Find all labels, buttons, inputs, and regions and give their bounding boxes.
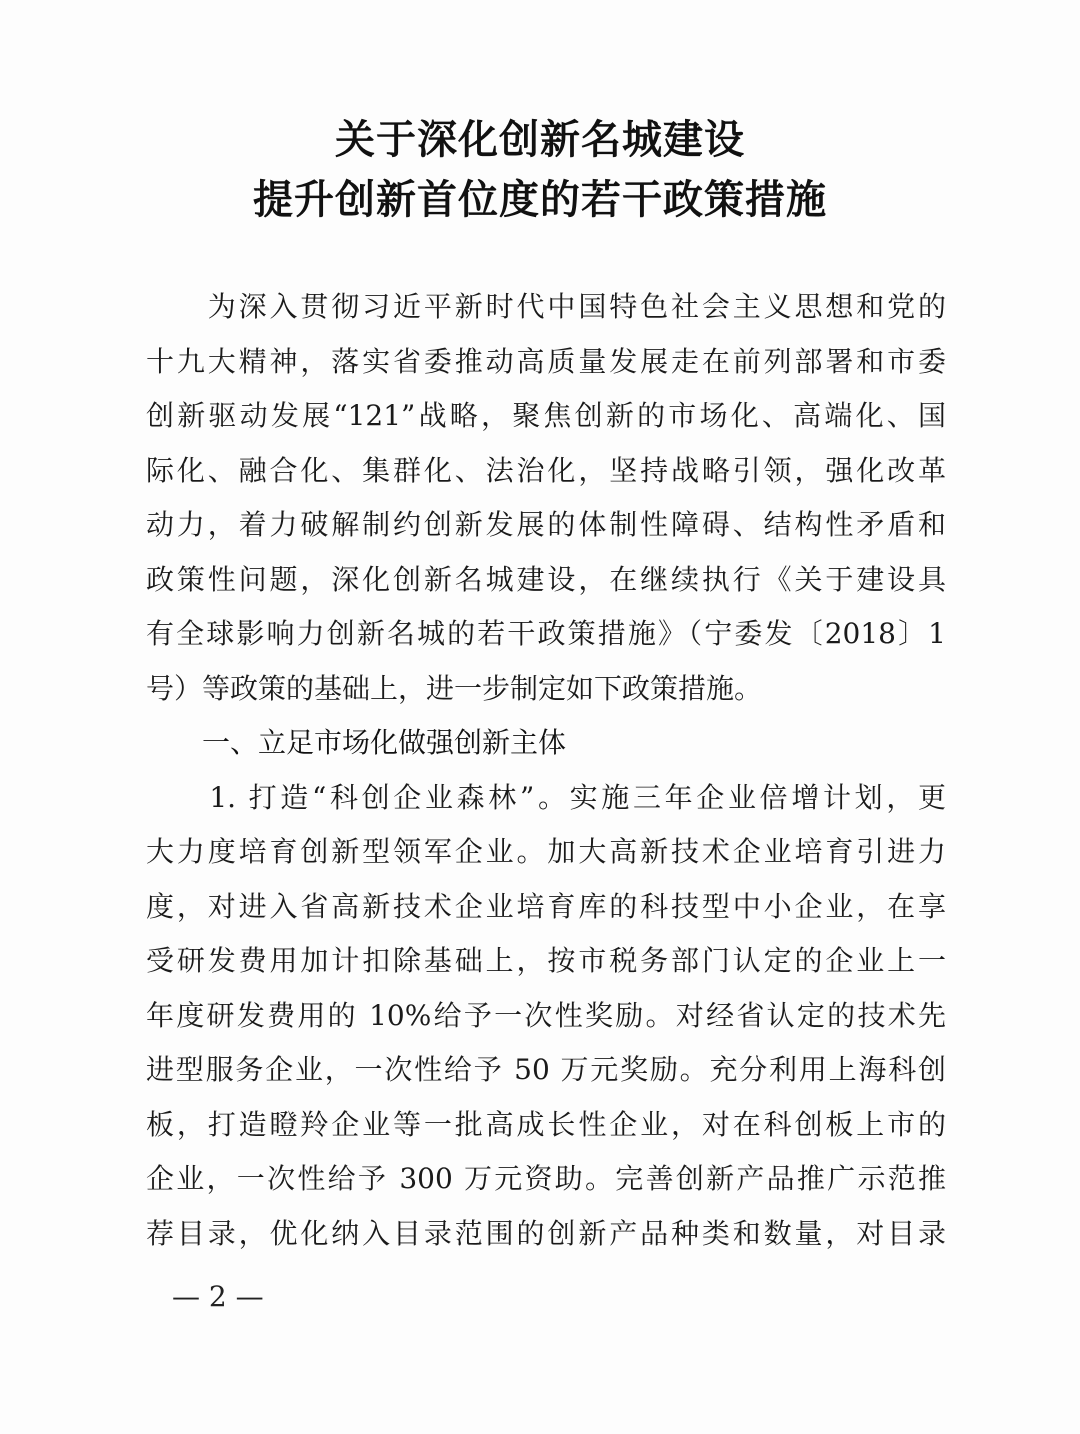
text-line: 板，打造瞪羚企业等一批高成长性企业，对在科创板上市的 [146, 1107, 946, 1141]
text-line: 大力度培育创新型领军企业。加大高新技术企业培育引进力 [146, 835, 946, 868]
document-body [146, 280, 946, 1261]
text-line: 号）等政策的基础上，进一步制定如下政策措施。 [146, 671, 763, 705]
text-line: 受研发费用加计扣除基础上，按市税务部门认定的企业上一 [146, 944, 946, 977]
section-heading: 一、立足市场化做强创新主体 [202, 726, 567, 759]
text-line: 十九大精神，落实省委推动高质量发展走在前列部署和市委 [146, 344, 946, 378]
text-line: 创新驱动发展“121”战略，聚焦创新的市场化、高端化、国 [146, 399, 946, 432]
text-line: 进型服务企业，一次性给予 50 万元奖励。充分利用上海科创 [146, 1053, 946, 1086]
item-1-paragraph [146, 771, 946, 1262]
text-line: 企业，一次性给予 300 万元资助。完善创新产品推广示范推 [146, 1162, 946, 1195]
text-line: 政策性问题，深化创新名城建设，在继续执行《关于建设具 [146, 562, 946, 596]
text-line: 动力，着力破解制约创新发展的体制性障碍、结构性矛盾和 [146, 508, 946, 541]
document-title-line-2: 提升创新首位度的若干政策措施 [253, 177, 827, 223]
intro-paragraph [146, 280, 946, 716]
text-line: 荐目录，优化纳入目录范围的创新产品种类和数量，对目录 [146, 1216, 946, 1250]
page-number: — 2 — [172, 1280, 264, 1313]
text-line: 际化、融合化、集群化、法治化，坚持战略引领，强化改革 [146, 453, 946, 487]
text-line: 度，对进入省高新技术企业培育库的科技型中小企业，在享 [146, 889, 946, 923]
text-line: 有全球影响力创新名城的若干政策措施》（宁委发〔2018〕1 [146, 617, 946, 650]
text-line: 年度研发费用的 10%给予一次性奖励。对经省认定的技术先 [146, 998, 946, 1032]
document-title-line-1: 关于深化创新名城建设 [335, 117, 745, 163]
text-line: 1. 打造“科创企业森林”。实施三年企业倍增计划，更 [146, 780, 946, 814]
text-line: 为深入贯彻习近平新时代中国特色社会主义思想和党的 [146, 290, 946, 323]
